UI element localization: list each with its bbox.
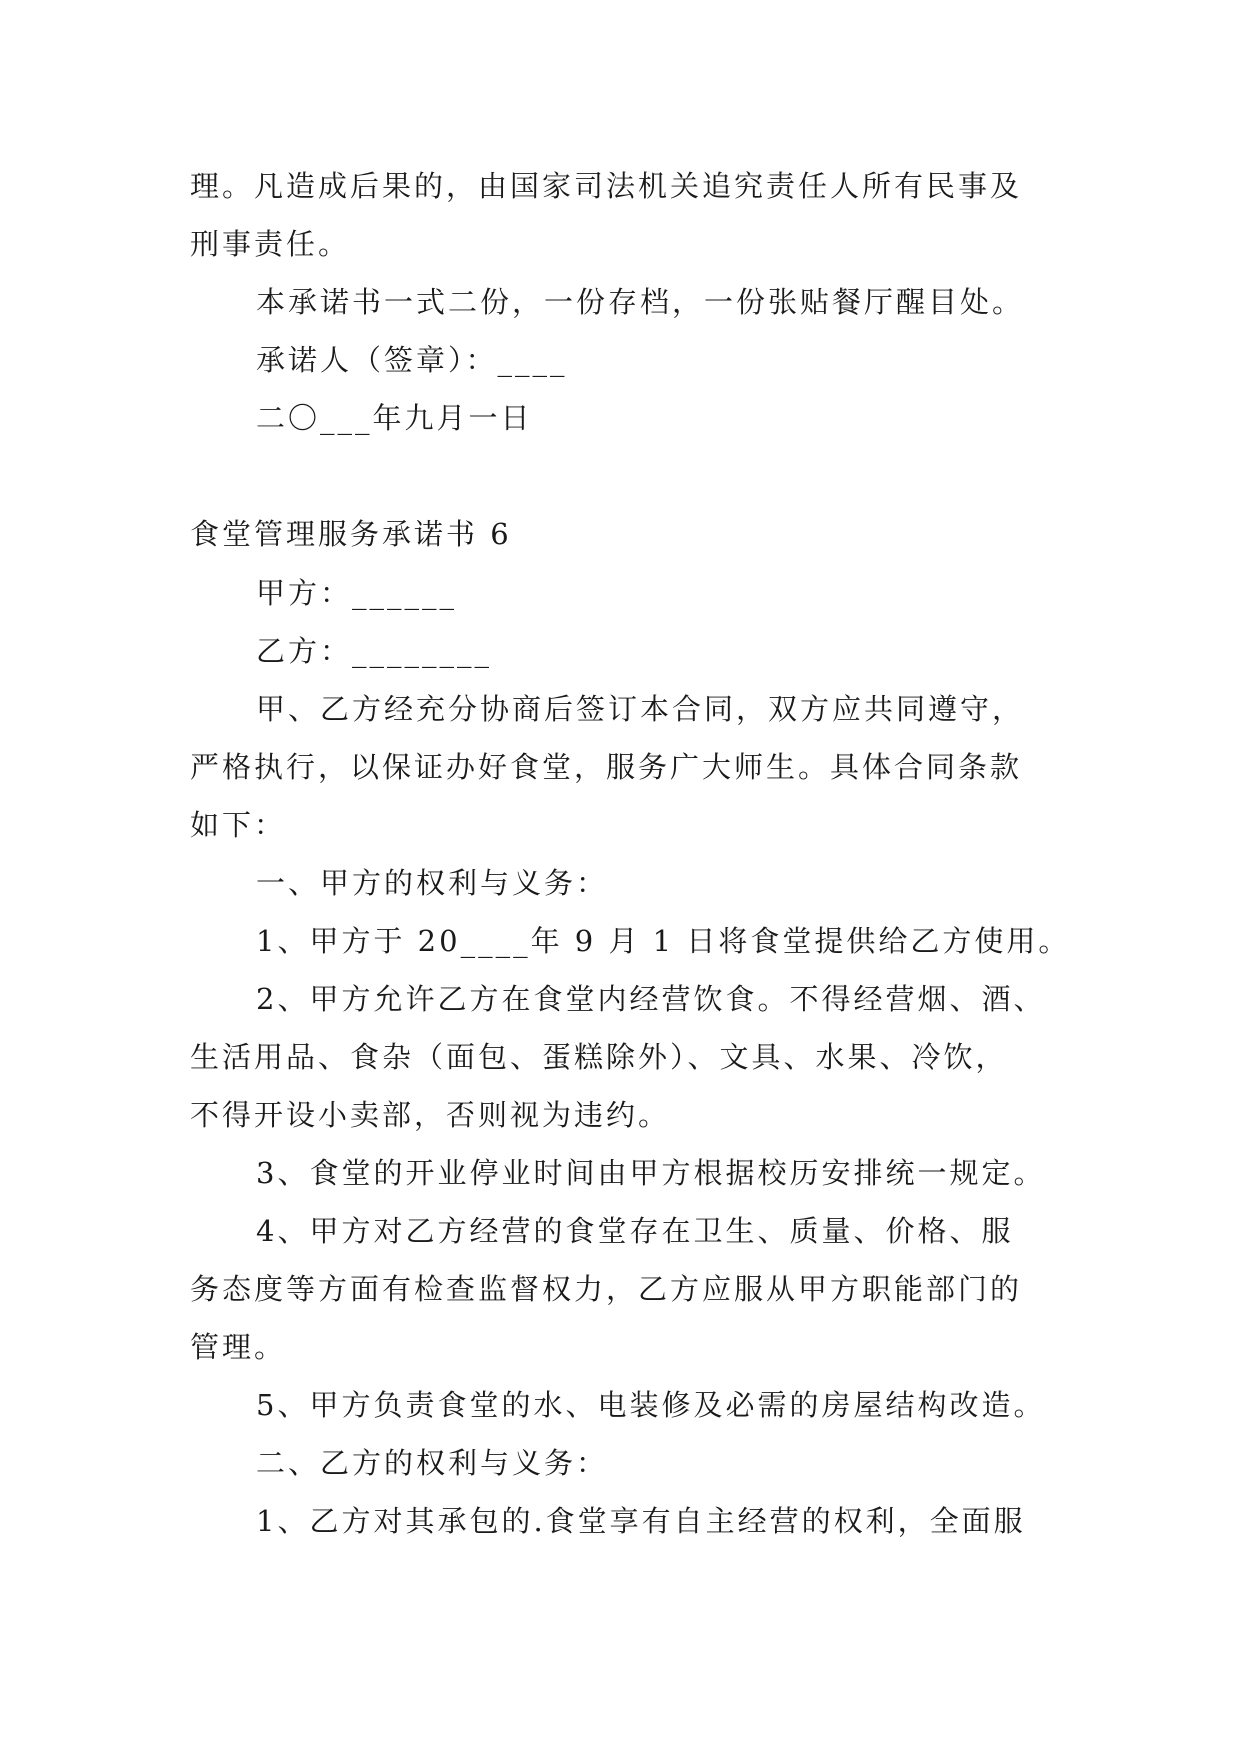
paragraph-line: 管理。: [190, 1330, 287, 1364]
clause-item: 4、甲方对乙方经营的食堂存在卫生、质量、价格、服: [256, 1214, 1014, 1248]
party-a-line: 甲方：______: [256, 576, 458, 610]
party-b-line: 乙方：________: [256, 634, 493, 668]
paragraph-line: 生活用品、食杂（面包、蛋糕除外）、文具、水果、冷饮，: [190, 1040, 1008, 1074]
paragraph-line: 本承诺书一式二份，一份存档，一份张贴餐厅醒目处。: [256, 285, 1025, 319]
paragraph-line: 理。凡造成后果的，由国家司法机关追究责任人所有民事及: [190, 169, 1023, 203]
section-title: 食堂管理服务承诺书 6: [190, 517, 512, 551]
paragraph-line: 不得开设小卖部，否则视为违约。: [190, 1098, 671, 1132]
clause-heading: 二、乙方的权利与义务：: [256, 1446, 609, 1480]
clause-item: 5、甲方负责食堂的水、电装修及必需的房屋结构改造。: [256, 1388, 1046, 1422]
paragraph-line: 如下：: [190, 808, 287, 842]
signature-line: 承诺人（签章）：____: [256, 343, 568, 377]
paragraph-line: 刑事责任。: [190, 227, 351, 261]
clause-item: 3、食堂的开业停业时间由甲方根据校历安排统一规定。: [256, 1156, 1046, 1190]
date-line: 二〇___年九月一日: [256, 401, 533, 435]
paragraph-line: 严格执行，以保证办好食堂，服务广大师生。具体合同条款: [190, 750, 1023, 784]
paragraph-line: 务态度等方面有检查监督权力，乙方应服从甲方职能部门的: [190, 1272, 1023, 1306]
clause-item: 1、甲方于 20____年 9 月 1 日将食堂提供给乙方使用。: [256, 924, 1071, 958]
clause-heading: 一、甲方的权利与义务：: [256, 866, 609, 900]
paragraph-line: 甲、乙方经充分协商后签订本合同，双方应共同遵守，: [256, 692, 1025, 726]
clause-item: 2、甲方允许乙方在食堂内经营饮食。不得经营烟、酒、: [256, 982, 1046, 1016]
clause-item: 1、乙方对其承包的.食堂享有自主经营的权利，全面服: [256, 1504, 1026, 1538]
